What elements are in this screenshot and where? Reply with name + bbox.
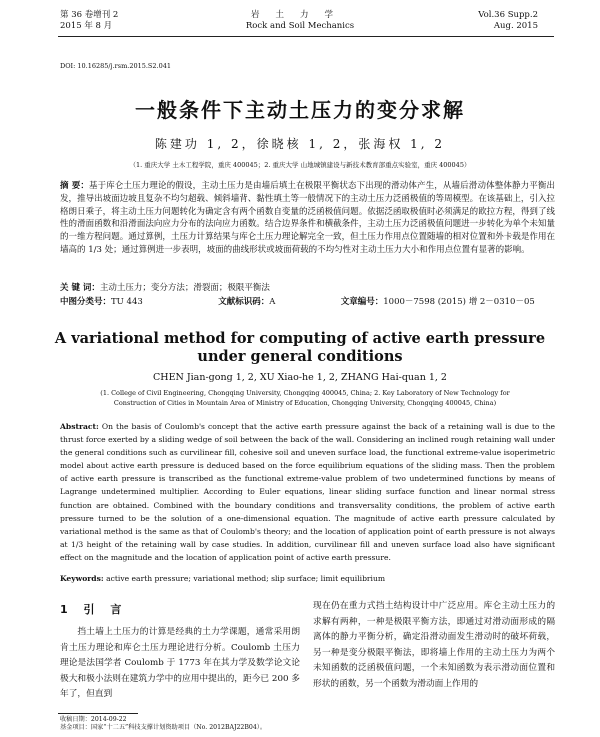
abstract-cn (60, 180, 555, 257)
doc-code-value: A (269, 297, 276, 307)
header-rule (58, 36, 554, 37)
article-no-value: 1000－7598 (2015) 增 2－0310－05 (383, 297, 535, 307)
footnote-rule (58, 713, 138, 714)
affiliation-en: (1. College of Civil Engineering, Chongqing University, Chongqing 400045, China; 2. Key Laboratory of New Technology for Construction of Cities in Mountain Area of Ministry of Education, Chongqing University, Chongqing 400045, China) (100, 389, 510, 407)
keywords-cn (60, 281, 555, 293)
article-no-label: 文章编号： (340, 297, 384, 307)
authors-cn: 陈建功 1, 2，徐晓核 1, 2，张海权 1, 2 (154, 137, 446, 151)
clc-value: TU 443 (111, 297, 143, 307)
section-heading-introduction: 1 引 言 (60, 603, 128, 616)
abstract-cn-label: 摘 要： (60, 181, 89, 191)
doc-code-label: 文献标识码： (218, 297, 270, 307)
footnotes (60, 716, 266, 732)
authors-en: CHEN Jian-gong 1, 2, XU Xiao-he 1, 2, ZHANG Hai-quan 1, 2 (153, 372, 447, 383)
title-cn: 一般条件下主动土压力的变分求解 (135, 98, 465, 122)
clc-label: 中图分类号： (60, 297, 112, 307)
title-en-line1: A variational method for computing of active earth pressure (54, 330, 546, 347)
publication-date-cn: 2015 年 8 月 (60, 21, 113, 31)
footnote-fund: 基金项目：国家“十二五”科技支撑计划资助项目（No. 2012BAJ22B04）。 (60, 724, 267, 731)
title-en-line2: under general conditions (197, 348, 403, 365)
footnote-received: 收稿日期：2014-09-22 (60, 716, 127, 723)
classification-row (60, 295, 555, 307)
abstract-en-text: On the basis of Coulomb's concept that the active earth pressure against the back of a retaining wall is due to the thrust force exerted by a sliding wedge of soil between the back of the wall. Considering an inclined rough retaining wall under the general conditions such as curvilinear fill, cohesive soil and uneven surface load, the functional extreme-value isoperimetric model about active earth pressure is deduced based on the force equilibrium equations of the sliding mass. Then the problem of active earth pressure is transcribed as the functional extreme-value problem of two undetermined functions by means of Lagrange undetermined multiplier. According to Euler equations, linear sliding surface function and linear normal stress function are obtained. Combined with the boundary conditions and transversality conditions, the problem of active earth pressure turned to be the solution of a one-dimensional equation. The magnitude of active earth pressure calculated by variational method is the same as that of Coulomb's theory; and the location of application point of earth pressure is not always at 1/3 height of the retaining wall by case studies. In addition, curvilinear fill and uneven surface load also have significant effect on the magnitude and the location of application point of active earth pressure. (60, 422, 555, 562)
doi: DOI: 10.16285/j.rsm.2015.S2.041 (60, 62, 171, 70)
keywords-en-text: active earth pressure; variational method; slip surface; limit equilibrium (106, 574, 386, 583)
body-column-left: 挡土墙上土压力的计算是经典的土力学课题，通常采用朗肯土压力理论和库仑土压力理论进行分析。Coulomb 土压力理论是法国学者 Coulomb 于 1773 年在其力学及数学论文论极大和极小法则在建筑力学中的应用中提出的，距今已 200 多年了，但直到 (60, 627, 300, 700)
journal-volume-info-en (478, 10, 538, 32)
abstract-en-label: Abstract: (60, 422, 99, 431)
publication-date-en: Aug. 2015 (493, 21, 538, 31)
volume-issue: 第 36 卷增刊 2 (60, 10, 119, 20)
journal-name-cn: 岩土力学 (250, 10, 349, 20)
keywords-en-label: Keywords: (60, 574, 104, 583)
abstract-cn-text: 基于库仑土压力理论的假设，主动土压力是由墙后填土在极限平衡状态下出现的滑动体产生，从墙后滑动体整体静力平衡出发，推导出坡面边坡且复杂不均匀超载、倾斜墙背、黏性填土等一般情况下的主动土压力泛函极值的等周模型。在该基础上，引入拉格朗日乘子，将主动土压力问题转化为确定含有两个函数自变量的泛函极值问题。依据泛函取极值时必须满足的欧拉方程，得到了线性的滑面函数和沿滑面法向应力分布的法向应力函数。结合边界条件和横截条件，主动土压力泛函极值问题进一步转化为单个未知量的一维方程问题。通过算例，土压力计算结果与库仑土压力理论解完全一致，但土压力作用点位置随墙的相对位置和外卡载是作用在墙高的 1/3 处；通过算例进一步表明，坡面的曲线形状或坡面荷载的不均匀性对主动土压力大小和作用点位置有显著的影响。 (60, 181, 555, 255)
journal-name-en: Rock and Soil Mechanics (245, 21, 355, 31)
title-en (0, 330, 600, 366)
abstract-en (60, 420, 555, 564)
keywords-cn-text: 主动土压力；变分方法；滑裂面；极限平衡法 (99, 283, 270, 293)
keywords-en (60, 574, 555, 583)
keywords-cn-label: 关 键 词： (60, 283, 100, 293)
body-column-right: 现在仍在重力式挡土结构设计中广泛应用。库仑主动土压力的求解有两种，一种是极限平衡方法，即通过对滑动面形成的隔离体的静力平衡分析，确定沿滑动面发生滑动时的破坏荷载，另一种是变分极限平衡法，即将墙上作用的主动土压力为两个未知函数的泛函极值问题，一个未知函数为表示滑动面位置和形状的函数，另一个函数为滑动面上作用的 (313, 601, 555, 689)
volume-supp: Vol.36 Supp.2 (478, 10, 538, 20)
affiliation-cn: （1. 重庆大学 土木工程学院，重庆 400045；2. 重庆大学 山地城镇建设与新技术教育部重点实验室，重庆 400045） (129, 161, 471, 169)
